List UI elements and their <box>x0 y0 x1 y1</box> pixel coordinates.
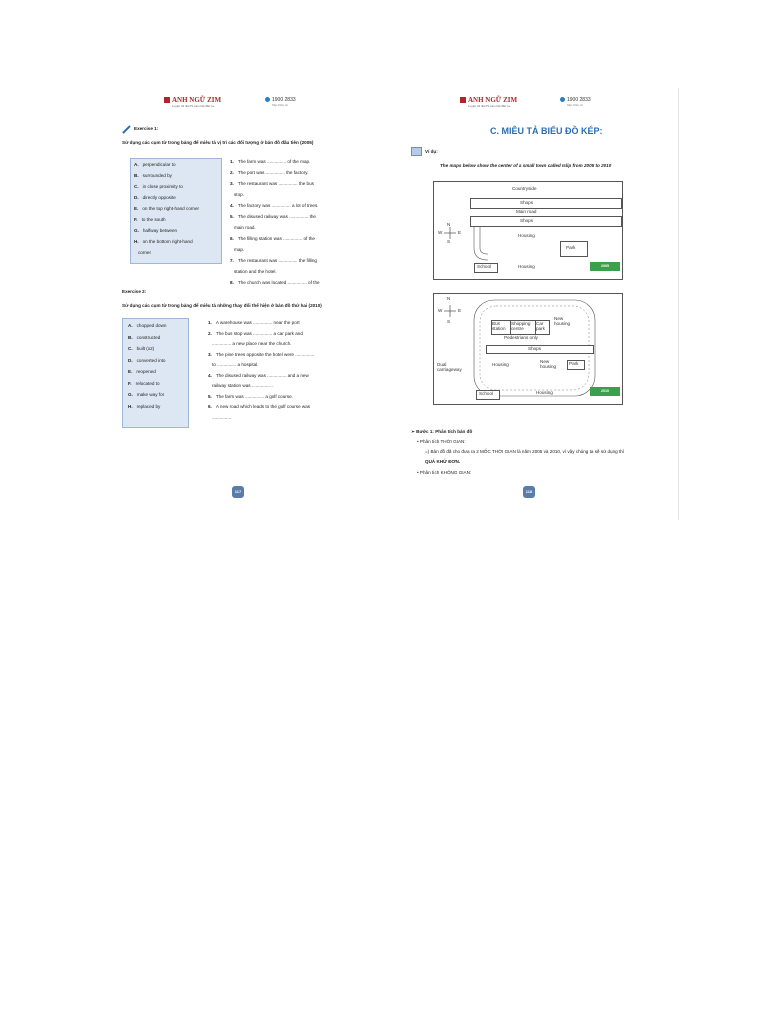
exercise1-option-text: halfway between <box>142 228 178 233</box>
compass-e: E <box>458 230 462 235</box>
exercise2-option <box>128 369 156 374</box>
exercise1-option-key: C. <box>134 184 139 189</box>
exercise1-option-key: B. <box>134 173 139 178</box>
exercise1-option-text: directly opposite <box>142 195 176 200</box>
exercise1-option-text: on the top right-hand corner <box>142 206 200 211</box>
exercise1-question <box>230 269 277 274</box>
exercise2-question <box>208 320 300 325</box>
compass2-icon <box>443 304 457 318</box>
exercise1-option <box>134 206 199 211</box>
exercise2-question-text: The bus stop was ............... a car park and <box>215 330 303 336</box>
exercise2-option-text: replaced by <box>136 403 161 409</box>
exercise2-option-text: relocated to <box>135 380 160 386</box>
exercise2-question <box>208 352 314 357</box>
exercise2-question <box>208 373 309 378</box>
exercise1-question <box>230 203 319 208</box>
exercise1-question-text: The factory was ............... a lot of trees. <box>237 203 319 208</box>
logo-icon <box>164 97 170 103</box>
zim-logo-right: ANH NGỮ ZIM Luyện thi IELTS cam kết đầu ra <box>460 96 517 108</box>
exercise1-option-text: perpendicular to <box>142 162 176 167</box>
compass2-w: W <box>438 308 443 313</box>
exercise1-option-text: surrounded by <box>142 173 172 178</box>
exercise1-option-text: to the south <box>141 217 166 222</box>
exercise2-option-text: built (x2) <box>136 346 155 351</box>
exercise2-question-text: ............... <box>212 414 232 420</box>
exercise1-option <box>134 239 193 244</box>
exercise2-question-text: railway station was ............... . <box>212 383 274 388</box>
map2-housing: Housing <box>492 362 509 367</box>
exercise1-question-key: 6. <box>230 236 234 241</box>
map2-year-badge: 2010 <box>590 387 620 396</box>
exercise1-question-text: main road. <box>234 225 256 230</box>
exercise2-question-key: 6. <box>208 404 212 409</box>
exercise1-question-key: 4. <box>230 203 234 208</box>
exercise1-option <box>134 217 166 222</box>
left-page <box>92 88 385 520</box>
exercise1-option-key: A. <box>134 162 139 167</box>
exercise1-question-text: The farm was ............... of the map. <box>237 159 311 164</box>
exercise2-option-key: C. <box>128 346 133 351</box>
exercise2-question-text: The farm was ............... a golf course. <box>215 393 293 399</box>
exercise1-option <box>134 162 176 167</box>
logo-icon <box>460 97 466 103</box>
exercise1-question-text: The church was located ............... of the <box>237 280 320 285</box>
exercise2-question <box>208 404 310 409</box>
book-spread <box>92 88 678 520</box>
exercise2-question <box>208 394 293 399</box>
exercise2-option-key: G. <box>128 392 133 397</box>
phone-icon <box>560 97 565 102</box>
exercise2-question-text: A new road which leads to the golf course was <box>215 404 311 409</box>
exercise2-option <box>128 358 165 363</box>
compass2-s: S <box>447 319 451 324</box>
exercise2-option <box>128 404 160 409</box>
map2-school: School <box>479 391 494 396</box>
exercise2-question-key: 3. <box>208 351 212 357</box>
compass-s: S <box>447 239 451 244</box>
map1-year-badge: 2005 <box>590 262 620 271</box>
exercise1-question-key: 3. <box>230 181 234 186</box>
exercise2-option <box>128 335 160 340</box>
map2-bus-station: Bus station <box>492 321 506 331</box>
exercise1-question-key: 2. <box>230 170 234 175</box>
exercise1-question-text: station and the hotel. <box>234 269 277 274</box>
exercise1-question-key: 7. <box>230 258 234 263</box>
map2-housing-bottom: Housing <box>536 390 553 395</box>
compass-n: N <box>447 222 451 227</box>
exercise2-option-key: H. <box>128 403 133 409</box>
exercise1-option-key: F. <box>134 217 138 222</box>
exercise2-question-key: 4. <box>208 372 212 378</box>
exercise2-option-key: B. <box>128 334 133 340</box>
map1-road-curve <box>470 226 490 266</box>
exercise2-question-text: A warehouse was ............... near the port <box>215 320 300 325</box>
exercise1-question <box>230 170 308 175</box>
exercise2-question-text: The pine trees opposite the hotel were ............... <box>215 351 315 357</box>
exercise2-question <box>208 331 303 336</box>
page-number-right: 118 <box>523 486 535 498</box>
bullet-tense: QUÁ KHỨ ĐƠN. <box>425 459 461 464</box>
map1-shops-top: Shops <box>520 200 534 205</box>
map2-pedestrians-only: Pedestrians only <box>504 335 538 340</box>
exercise2-question-text: to ............... a hospital. <box>212 362 259 367</box>
exercise1-option <box>134 195 176 200</box>
exercise2-question-text: The disused railway was ............... and a new <box>215 372 309 378</box>
hotline: 1900 2833 http://zim.vn <box>265 97 296 107</box>
exercise1-question <box>230 214 316 219</box>
map2-shops: Shops <box>528 346 542 351</box>
map1-main-road: Main road <box>516 209 537 214</box>
page-number-left: 117 <box>232 486 244 498</box>
map1-park: Park <box>566 245 576 250</box>
step1-title: ➢ Bước 1: Phân tích bản đồ <box>411 429 473 434</box>
zim-logo: ANH NGỮ ZIM Luyện thi IELTS cam kết đầu ra <box>164 96 221 108</box>
exercise1-question <box>230 280 320 285</box>
map1-school: School <box>477 264 492 269</box>
exercise1-question <box>230 159 310 164</box>
exercise2-option <box>128 323 166 328</box>
exercise1-question-text: The restaurant was ............... the bus <box>237 181 314 186</box>
exercise2-question-key: 5. <box>208 393 212 399</box>
map1-housing: Housing <box>518 233 535 238</box>
exercise1-option-key: G. <box>134 228 139 233</box>
example-label: Ví dụ: <box>425 149 438 154</box>
bullet-space: • Phân tích KHÔNG GIAN: <box>417 470 472 475</box>
bullet-time-detail: =) Bản đồ đã cho đưa ra 2 MỐC THỜI GIAN là năm 2005 và 2010, vì vậy chúng ta sẽ sử dụng thì <box>425 449 625 454</box>
exercise2-option-text: make way for <box>136 392 165 397</box>
compass-w: W <box>438 230 443 235</box>
exercise1-option-text: in close proximity to <box>142 184 183 189</box>
exercise1-option <box>134 173 172 178</box>
map2-dual-carriageway: Dual carriageway <box>437 362 462 372</box>
exercise2-question-text: ............... a new place near the church. <box>212 341 292 346</box>
exercise2-option <box>128 381 160 386</box>
map2-new-housing-2: New housing <box>540 359 557 369</box>
compass-icon <box>443 226 457 240</box>
exercise1-title: Exercise 1: <box>134 126 159 131</box>
map1-countryside: Countryside <box>512 186 537 191</box>
exercise1-question-text: stop. <box>234 192 244 197</box>
section-title: C. MIÊU TẢ BIỂU ĐỒ KÉP: <box>490 126 603 136</box>
exercise1-question-text: map. <box>234 247 245 252</box>
arrow-icon: ➢ <box>411 429 417 434</box>
exercise2-instruction: Sử dụng các cụm từ trong bảng để miêu tả những thay đổi thể hiện ở bản đồ thứ hai (2010) <box>122 303 322 308</box>
map2-park: Park <box>569 361 579 366</box>
exercise1-option-key: D. <box>134 195 139 200</box>
exercise2-option-text: constructed <box>136 334 161 340</box>
exercise2-option-text: reopened <box>136 369 156 374</box>
map1-shops-row-top <box>470 198 622 209</box>
exercise1-question <box>230 192 244 197</box>
exercise2-option-text: converted into <box>136 357 166 363</box>
map2-shopping-centre: Shopping centre <box>511 321 531 331</box>
exercise1-question <box>230 258 317 263</box>
exercise1-option-key: E. <box>134 206 139 211</box>
maps-caption: The maps below show the center of a small town called Islip from 2005 to 2010 <box>440 163 612 168</box>
map-2005 <box>433 181 623 280</box>
exercise2-question-key: 1. <box>208 320 212 325</box>
map2-car-park: Car park <box>536 321 545 331</box>
phone-icon <box>265 97 270 102</box>
exercise2-option-key: F. <box>128 380 132 386</box>
exercise1-question-key: 5. <box>230 214 234 219</box>
compass2-n: N <box>447 296 451 301</box>
hotline-right: 1900 2833 http://zim.vn <box>560 97 591 107</box>
pencil-icon <box>122 124 132 134</box>
exercise2-option-key: D. <box>128 357 133 363</box>
exercise1-option-text: on the bottom right-hand <box>142 239 193 244</box>
exercise1-question <box>230 247 244 252</box>
exercise2-question <box>208 383 274 388</box>
exercise2-option-text: chopped down <box>136 323 167 328</box>
compass2-e: E <box>458 308 462 313</box>
exercise1-question <box>230 225 256 230</box>
exercise2-question <box>208 415 231 420</box>
exercise1-option-key: H. <box>134 239 139 244</box>
exercise2-question <box>208 341 291 346</box>
right-page <box>385 88 679 520</box>
exercise1-option <box>134 250 151 255</box>
map1-shops-row-bottom <box>470 216 622 227</box>
exercise1-instruction: Sử dụng các cụm từ trong bảng để miêu tả vị trí các đối tượng ở bản đồ đầu tiên (2005) <box>122 140 314 145</box>
exercise1-question-text: The port was ............... the factory. <box>237 170 309 175</box>
exercise1-option <box>134 228 177 233</box>
map1-shops-bottom: Shops <box>520 218 534 223</box>
exercise2-question-key: 2. <box>208 330 212 336</box>
exercise2-option-key: E. <box>128 369 133 374</box>
map2-new-housing: New housing <box>554 316 571 326</box>
bullet-time: • Phân tích THỜI GIAN: <box>417 439 466 444</box>
exercise2-option <box>128 392 164 397</box>
exercise1-question <box>230 236 315 241</box>
exercise2-question <box>208 362 258 367</box>
exercise1-option-text: corner <box>138 250 152 255</box>
exercise1-option <box>134 184 183 189</box>
exercise1-question-key: 8. <box>230 280 234 285</box>
exercise1-question-text: The disused railway was ............... the <box>237 214 316 219</box>
exercise1-question <box>230 181 314 186</box>
exercise1-question-text: The filling station was ............... of the <box>237 236 315 241</box>
exercise1-question-text: The restaurant was ............... the filling <box>237 258 317 263</box>
exercise2-option-key: A. <box>128 323 133 328</box>
book-icon <box>411 147 422 156</box>
map-2010 <box>433 293 623 405</box>
exercise2-option <box>128 346 154 351</box>
exercise1-question-key: 1. <box>230 159 234 164</box>
exercise2-title: Exercise 2: <box>122 289 147 294</box>
map1-housing-bottom: Housing <box>518 264 535 269</box>
